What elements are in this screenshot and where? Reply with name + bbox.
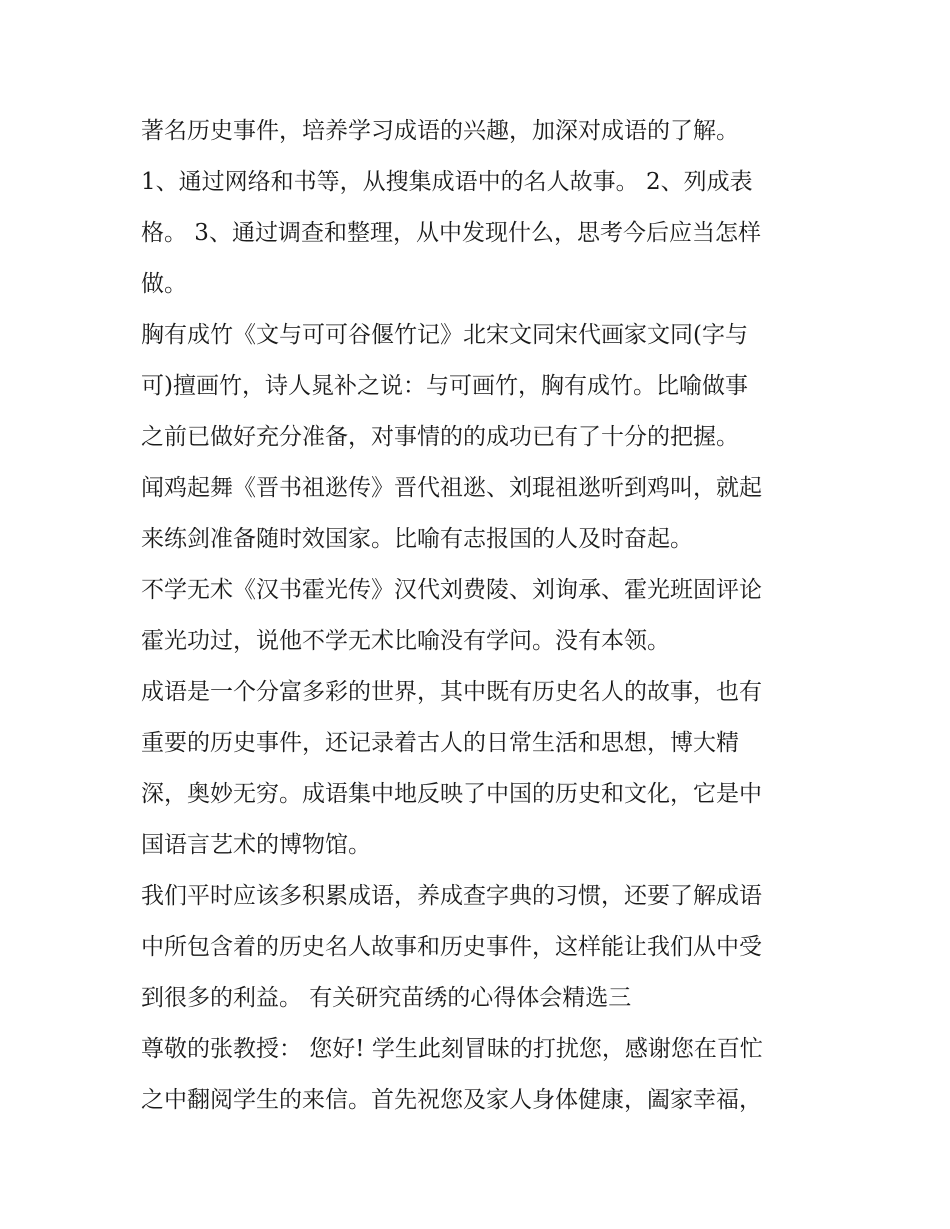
- text-line: 不学无术《汉书霍光传》汉代刘费陵、刘询承、霍光班固评论: [141, 577, 762, 603]
- text-line: 国语言艺术的博物馆。: [141, 832, 371, 858]
- text-line: 重要的历史事件，还记录着古人的日常生活和思想，博大精: [141, 730, 739, 756]
- text-line: 霍光功过，说他不学无术比喻没有学问。没有本领。: [141, 628, 670, 654]
- text-line: 尊敬的张教授： 您好! 学生此刻冒昧的打扰您，感谢您在百忙: [141, 1036, 763, 1062]
- text-line: 著名历史事件，培养学习成语的兴趣，加深对成语的了解。: [141, 118, 739, 144]
- text-line: 闻鸡起舞《晋书祖逖传》晋代祖逖、刘琨祖逖听到鸡叫，就起: [141, 475, 762, 501]
- text-line: 来练剑准备随时效国家。比喻有志报国的人及时奋起。: [141, 526, 693, 552]
- text-line: 之中翻阅学生的来信。首先祝您及家人身体健康，阖家幸福，: [141, 1087, 762, 1113]
- document-body: [141, 106, 821, 1126]
- text-line: 可)擅画竹，诗人晁补之说：与可画竹，胸有成竹。比喻做事: [141, 373, 748, 399]
- text-line: 到很多的利益。 有关研究苗绣的心得体会精选三: [141, 985, 632, 1011]
- text-line: 胸有成竹《文与可可谷偃竹记》北宋文同宋代画家文同(字与: [141, 322, 748, 348]
- text-line: 做。: [141, 271, 187, 297]
- text-line: 深，奥妙无穷。成语集中地反映了中国的历史和文化，它是中: [141, 781, 762, 807]
- text-line: 中所包含着的历史名人故事和历史事件，这样能让我们从中受: [141, 934, 762, 960]
- text-line: 之前已做好充分准备，对事情的的成功已有了十分的把握。: [141, 424, 739, 450]
- text-line: 我们平时应该多积累成语，养成查字典的习惯，还要了解成语: [141, 883, 762, 909]
- text-line: 成语是一个分富多彩的世界，其中既有历史名人的故事，也有: [141, 679, 762, 705]
- text-line: 1、通过网络和书等，从搜集成语中的名人故事。 2、列成表: [141, 169, 753, 195]
- text-line: 格。 3、通过调查和整理，从中发现什么，思考今后应当怎样: [141, 220, 761, 246]
